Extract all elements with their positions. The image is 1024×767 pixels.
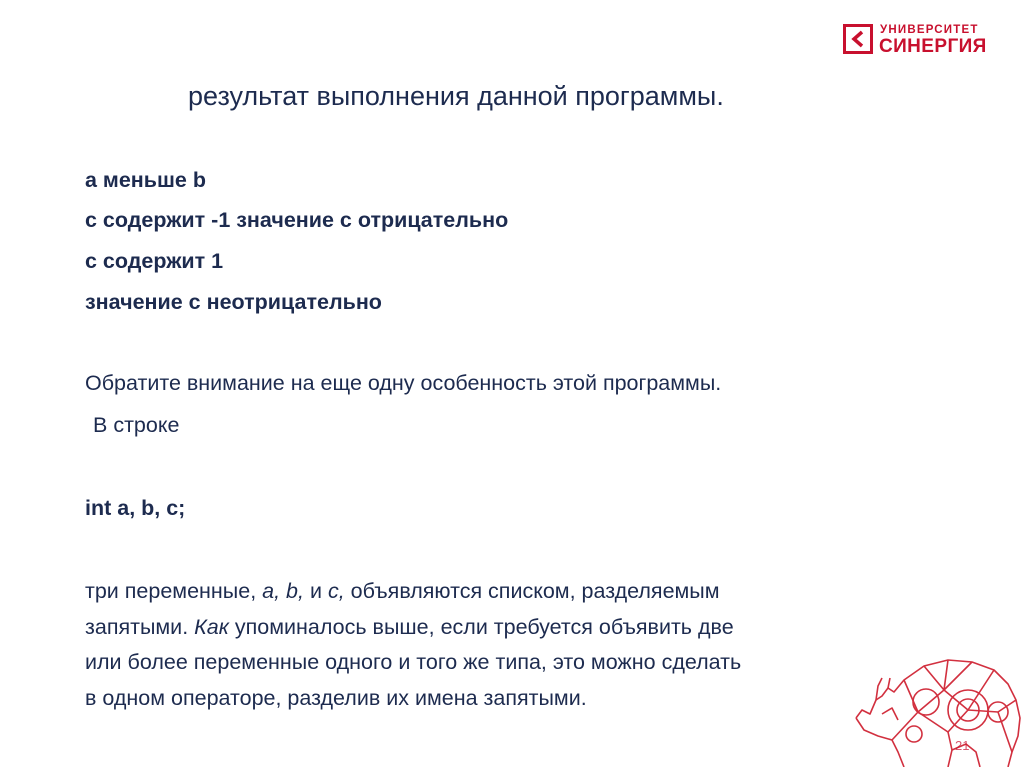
note-line-1: Обратите внимание на еще одну особенность этой программы. — [85, 371, 722, 395]
rhino-icon — [848, 640, 1024, 767]
university-logo — [843, 22, 993, 62]
page-number: 21 — [955, 738, 970, 753]
paragraph-line-1: три переменные, a, b, и c, объявляются списком, разделяемым — [85, 579, 720, 603]
paragraph-line-3: или более переменные одного и того же типа, это можно сделать — [85, 650, 742, 674]
output-line-4: значение с неотрицательно — [85, 290, 382, 314]
slide-title: результат выполнения данной программы. — [188, 81, 724, 111]
output-line-2: с содержит -1 значение с отрицательно — [85, 208, 509, 232]
note-line-2: В строке — [93, 413, 180, 437]
synergy-logo-icon — [843, 24, 873, 54]
code-line: int a, b, c; — [85, 496, 186, 520]
paragraph-line-2: запятыми. Как упоминалось выше, если требуется объявить две — [85, 614, 734, 639]
logo-synergy-text: СИНЕРГИЯ — [879, 36, 987, 57]
output-line-1: а меньше b — [85, 168, 206, 192]
logo-university-text: УНИВЕРСИТЕТ — [880, 24, 979, 36]
paragraph-line-4: в одном операторе, разделив их имена запятыми. — [85, 685, 587, 710]
output-line-3: с содержит 1 — [85, 249, 224, 273]
